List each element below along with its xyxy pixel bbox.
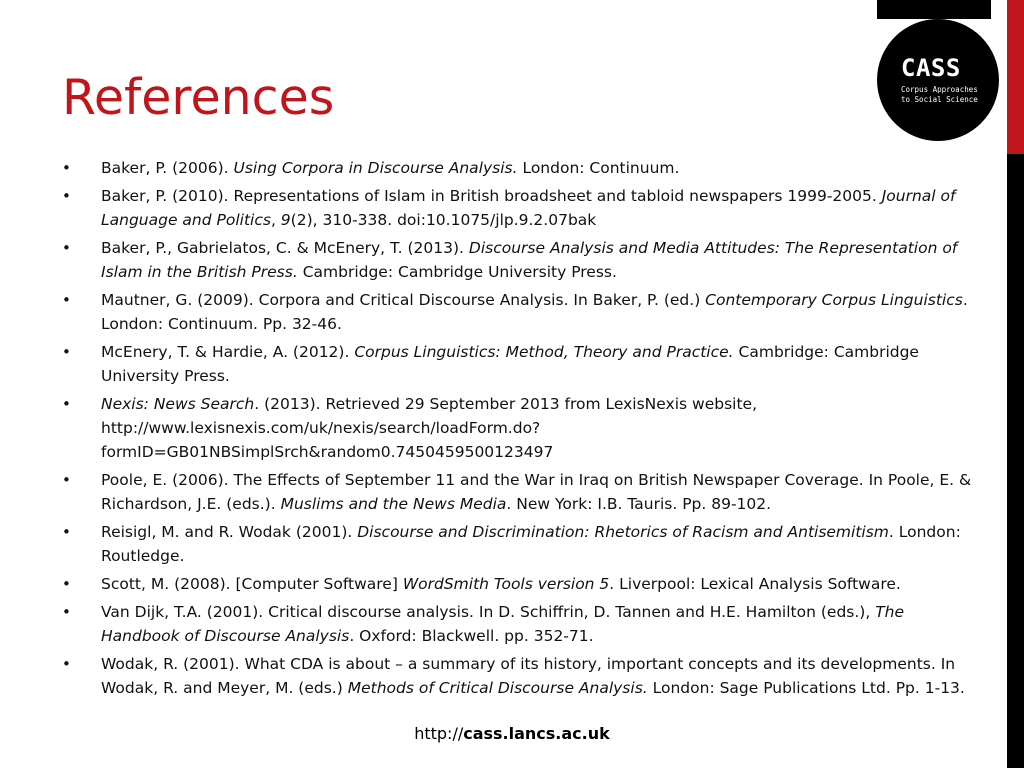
reference-italic-text: Discourse Analysis and Media Attitudes: The Representation of Islam in the British Press. bbox=[101, 239, 958, 281]
reference-text: McEnery, T. & Hardie, A. (2012). bbox=[101, 343, 355, 361]
reference-item bbox=[62, 652, 972, 700]
cass-logo bbox=[877, 19, 999, 141]
reference-text: . London: Continuum. Pp. 32-46. bbox=[101, 291, 968, 333]
bullet-icon: • bbox=[62, 187, 71, 205]
page-title: References bbox=[62, 69, 335, 126]
bullet-icon: • bbox=[62, 395, 71, 413]
logo-tagline: Corpus Approaches to Social Science bbox=[901, 85, 978, 104]
reference-text: London: Continuum. bbox=[517, 159, 680, 177]
reference-italic-text: Nexis: News Search bbox=[101, 395, 255, 413]
reference-text: (2), 310-338. doi:10.1075/jlp.9.2.07bak bbox=[290, 211, 597, 229]
footer-url-domain: cass.lancs.ac.uk bbox=[463, 724, 610, 743]
bullet-icon: • bbox=[62, 159, 71, 177]
bullet-icon: • bbox=[62, 343, 71, 361]
reference-item bbox=[62, 600, 972, 648]
reference-item bbox=[62, 236, 972, 284]
bullet-icon: • bbox=[62, 603, 71, 621]
reference-italic-text: Methods of Critical Discourse Analysis. bbox=[347, 679, 648, 697]
bullet-icon: • bbox=[62, 655, 71, 673]
reference-text: Cambridge: Cambridge University Press. bbox=[101, 343, 919, 385]
footer-url-prefix: http:// bbox=[414, 724, 464, 743]
reference-item bbox=[62, 392, 972, 464]
reference-text: Baker, P. (2010). Representations of Islam in British broadsheet and tabloid newspapers 1999-2005. bbox=[101, 187, 882, 205]
reference-italic-text: WordSmith Tools version 5 bbox=[402, 575, 610, 593]
reference-text: Scott, M. (2008). [Computer Software] bbox=[101, 575, 403, 593]
bullet-icon: • bbox=[62, 523, 71, 541]
reference-text: Reisigl, M. and R. Wodak (2001). bbox=[101, 523, 358, 541]
reference-italic-text: The Handbook of Discourse Analysis bbox=[101, 603, 905, 645]
footer-url[interactable] bbox=[0, 722, 1024, 746]
reference-italic-text: Journal of Language and Politics bbox=[101, 187, 956, 229]
reference-italic-text: Using Corpora in Discourse Analysis. bbox=[233, 159, 518, 177]
reference-text: Mautner, G. (2009). Corpora and Critical Discourse Analysis. In Baker, P. (ed.) bbox=[101, 291, 706, 309]
reference-item bbox=[62, 572, 972, 596]
bullet-icon: • bbox=[62, 575, 71, 593]
reference-italic-text: Discourse and Discrimination: Rhetorics of Racism and Antisemitism bbox=[357, 523, 889, 541]
reference-italic-text: Muslims and the News Media bbox=[280, 495, 507, 513]
logo-tab bbox=[877, 0, 991, 19]
accent-bar-red bbox=[1007, 0, 1024, 154]
reference-text: Baker, P., Gabrielatos, C. & McEnery, T. (2013). bbox=[101, 239, 469, 257]
reference-text: Wodak, R. (2001). What CDA is about – a summary of its history, important concepts and its developments. In Wodak, R. and Meyer, M. (eds.) bbox=[101, 655, 956, 697]
reference-item bbox=[62, 468, 972, 516]
reference-item bbox=[62, 156, 972, 180]
reference-text: . New York: I.B. Tauris. Pp. 89-102. bbox=[506, 495, 772, 513]
reference-text: Baker, P. (2006). bbox=[101, 159, 234, 177]
reference-text: . Liverpool: Lexical Analysis Software. bbox=[609, 575, 901, 593]
logo-name: CASS bbox=[901, 54, 961, 82]
reference-item bbox=[62, 288, 972, 336]
reference-text: . Oxford: Blackwell. pp. 352-71. bbox=[349, 627, 594, 645]
reference-text: Van Dijk, T.A. (2001). Critical discourse analysis. In D. Schiffrin, D. Tannen and H.E. Hamilton (eds.), bbox=[101, 603, 876, 621]
bullet-icon: • bbox=[62, 291, 71, 309]
reference-text: London: Sage Publications Ltd. Pp. 1-13. bbox=[647, 679, 965, 697]
reference-text: . (2013). Retrieved 29 September 2013 from LexisNexis website, http://www.lexisnexis.com/uk/nexis/search/loadForm.do?formID=GB01NBSimplSrch&random0.7450459500123497 bbox=[101, 395, 757, 461]
reference-text: Poole, E. (2006). The Effects of September 11 and the War in Iraq on British Newspaper Coverage. In Poole, E. & Richardson, J.E. (eds.). bbox=[101, 471, 972, 513]
reference-italic-text: 9 bbox=[280, 211, 291, 229]
reference-item bbox=[62, 184, 972, 232]
reference-list bbox=[62, 156, 972, 704]
reference-text: . London: Routledge. bbox=[101, 523, 961, 565]
bullet-icon: • bbox=[62, 239, 71, 257]
reference-italic-text: Contemporary Corpus Linguistics bbox=[705, 291, 963, 309]
reference-item bbox=[62, 520, 972, 568]
reference-italic-text: Corpus Linguistics: Method, Theory and Practice. bbox=[354, 343, 734, 361]
accent-bar-black bbox=[1007, 154, 1024, 768]
reference-text: Cambridge: Cambridge University Press. bbox=[297, 263, 617, 281]
reference-text: , bbox=[270, 211, 281, 229]
bullet-icon: • bbox=[62, 471, 71, 489]
reference-item bbox=[62, 340, 972, 388]
